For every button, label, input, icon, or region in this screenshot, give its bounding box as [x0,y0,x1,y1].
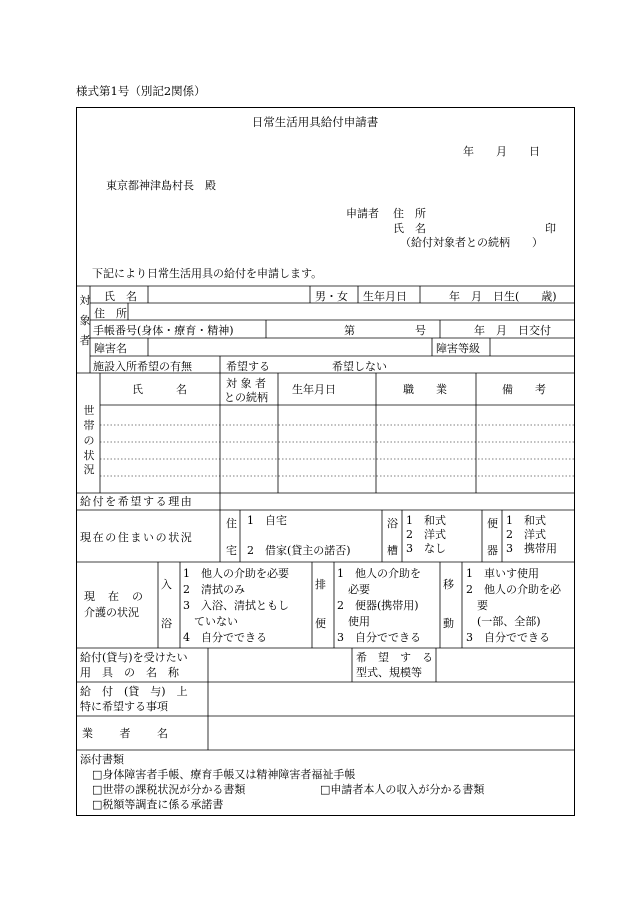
care-label-line2: 介護の状況 [84,606,139,619]
target-address-label: 住 所 [94,307,127,320]
target-side-label: 対 象 者 [79,294,91,347]
applicant-address-label: 住 所 [393,207,426,220]
toilet-label-1: 便 [487,517,498,530]
intro-text: 下記により日常生活用具の給付を申請します。 [92,267,323,280]
bathing-options: 1 他人の介助を必要 2 清拭のみ 3 入浴、清拭ともし ていない 4 自分でできる [183,567,289,644]
item-label-line2: 用 具 の 名 称 [80,666,179,679]
facility-yes: 希望する [226,360,270,373]
attachment-item-2: □世帯の課税状況が分かる書類 [92,783,246,796]
special-label-line2: 特に希望する事項 [80,700,168,713]
household-side-label: 世 帯 の 状 況 [83,404,95,477]
residence-label-1: 住 [226,517,237,530]
birth-value: 年 月 日生( 歳) [449,290,557,303]
special-label-line1: 給 付 (貸 与) 上 [80,685,188,698]
disability-grade-label: 障害等級 [436,342,480,355]
excretion-label-2: 便 [315,617,326,630]
submission-date: 年 月 日 [463,145,540,158]
excretion-options: 1 他人の介助を 必要 2 便器(携帯用) 使用 3 自分でできる [337,567,421,644]
bathing-label-1: 入 [161,578,172,591]
addressee: 東京都神津島村長 殿 [106,179,216,192]
care-label-line1: 現 在 の [84,590,144,603]
disability-name-label: 障害名 [94,342,127,355]
attachment-item-4: □税額等調査に係る承諾書 [92,798,224,811]
movement-options: 1 車いす使用 2 他人の介助を必 要 (一部、全部) 3 自分でできる [466,567,561,644]
household-col-name: 氏 名 [132,383,187,396]
model-label-line1: 希 望 す る [356,651,433,664]
household-col-relation: 対 象 者 との続柄 [224,377,268,404]
toilet-label-2: 器 [487,544,498,557]
attachment-item-1: □身体障害者手帳、療育手帳又は精神障害者福祉手帳 [92,768,356,781]
attachments-heading: 添付書類 [80,753,124,766]
model-label-line2: 型式、規模等 [356,666,422,679]
attachment-item-3: □申請者本人の収入が分かる書類 [320,783,485,796]
reason-label: 給付を希望する理由 [80,495,194,508]
item-label-line1: 給付(貸与)を受けたい [80,651,188,664]
bath-label-1: 浴 [387,517,398,530]
handbook-label: 手帳番号(身体・療育・精神) [93,324,234,337]
housing-label: 現在の住まいの状況 [80,531,194,544]
gender-option: 男・女 [315,290,348,303]
residence-label-2: 宅 [226,544,237,557]
seal-mark: 印 [545,222,556,235]
residence-option-2: 2 借家(貸主の諾否) [247,544,351,557]
form-number-label: 様式第1号（別記2関係） [76,84,206,98]
household-col-notes: 備 考 [502,383,546,396]
applicant-label: 申請者 [346,207,379,220]
household-col-birth: 生年月日 [292,383,336,396]
applicant-name-label: 氏 名 [393,222,426,235]
bathing-label-2: 浴 [161,617,172,630]
bath-label-2: 槽 [387,544,398,557]
birth-label: 生年月日 [363,290,407,303]
toilet-options: 1 和式 2 洋式 3 携帯用 [506,514,557,555]
movement-label-1: 移 [443,578,454,591]
facility-label: 施設入所希望の有無 [93,360,192,373]
residence-option-1: 1 自宅 [247,514,287,527]
vendor-label: 業 者 名 [82,727,170,740]
facility-no: 希望しない [332,360,387,373]
target-name-label: 氏 名 [104,290,137,303]
relation-note: （給付対象者との続柄 ） [400,236,543,249]
handbook-go: 号 [415,324,426,337]
handbook-issue-date: 年 月 日交付 [474,324,551,337]
form-title: 日常生活用具給付申請書 [251,115,379,129]
handbook-dai: 第 [344,324,355,337]
bath-options: 1 和式 2 洋式 3 なし [406,514,446,555]
movement-label-2: 動 [443,617,454,630]
excretion-label-1: 排 [315,578,326,591]
household-col-job: 職 業 [403,383,447,396]
